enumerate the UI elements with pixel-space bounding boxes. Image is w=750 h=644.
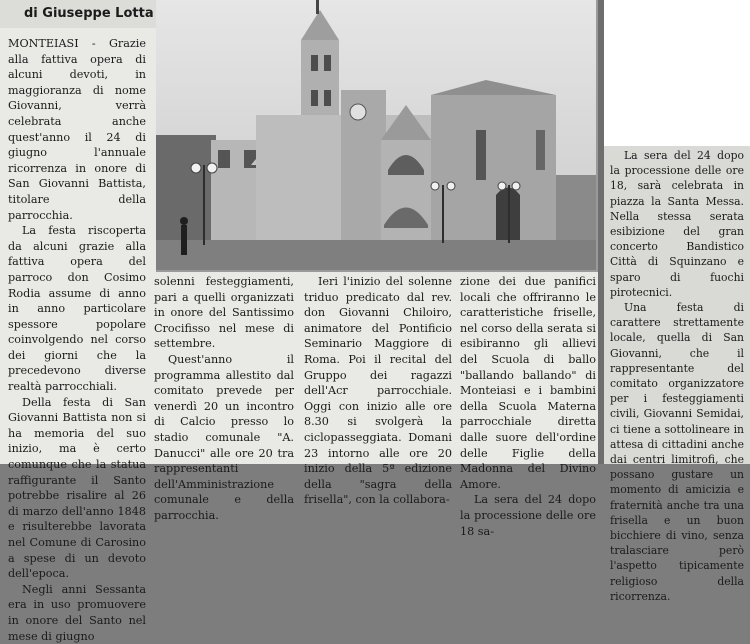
paragraph: Ieri l'inizio del solenne triduo predicato dal rev. don Giovanni Chiloiro, animatore del Pontificio Seminario Maggiore di Roma. Poi il recital del Gruppo dei ragazzi dell'Acr parrocchiale. Oggi con inizio alle ore 8.30 si svolgerà la ciclopasseggiata. Domani 23 intorno alle ore 20 inizio della 5ª edizione della "sagra della frisella", con la collabora- — [304, 275, 452, 507]
article-column-2 — [154, 274, 294, 524]
article-column-5 — [610, 148, 744, 604]
right-clipping — [604, 146, 750, 603]
article-column-3 — [304, 274, 452, 508]
paragraph: La sera del 24 dopo la processione delle ore 18, sarà celebrata in piazza la Santa Messa. Nella stessa serata esibizione del gran concerto Bandistico Città di Squinzano e sparo di fuochi pirotecnici. — [610, 149, 744, 299]
paragraph: Della festa di San Giovanni Battista non si ha memoria del suo inizio, ma è certo comunque che la statua raffigurante il Santo potrebbe risalire al 26 di marzo dell'anno 1848 e risulterebbe lavorata nel Comune di Carosino a spese di un devoto dell'epoca. — [8, 395, 146, 581]
byline: di Giuseppe Lotta — [0, 0, 158, 28]
blank-area — [604, 0, 750, 146]
paragraph: La festa riscoperta da alcuni grazie alla fattiva opera del parroco don Cosimo Rodia assume di anno in anno particolare spessore popolare coinvolgendo nel corso dei giorni che la precedevono diverse realtà parrocchiali. — [8, 224, 146, 394]
article-column-1 — [8, 36, 146, 644]
paragraph: Una festa di carattere strettamente locale, quella di San Giovanni, che il rappresentante del comitato organizzatore per i festeggiamenti civili, Giovanni Semidai, ci tiene a sottolineare in attesa di cittadini anche dai centri limitrofi, che possano gustare un momento di amicizia e fraternità anche tra una frisella e un buon bicchiere di vino, senza tralasciare però l'aspetto tipicamente religioso della ricorrenza. — [610, 301, 744, 603]
paragraph: Negli anni Sessanta era in uso promuovere in onore del Santo nel mese di giugno — [8, 582, 146, 643]
paragraph: Quest'anno il programma allestito dal comitato prevede per venerdì 20 un incontro di Calcio presso lo stadio comunale "A. Danucci" alle ore 20 tra rappresentanti dell'Amministrazione comunale e della parrocchia. — [154, 352, 294, 522]
church-illustration — [156, 0, 596, 270]
paragraph: zione dei due panifici locali che offriranno le caratteristiche friselle, nel corso della serata si esibiranno gli allievi del Scuola di ballo "ballando ballando" di Monteiasi e i bambini della Scuola Materna parrocchiale diretta dalle suore dell'ordine delle Figlie della Madonna del Divino Amore. — [460, 275, 596, 491]
paragraph: solenni festeggiamenti, pari a quelli organizzati in onore del Santissimo Crocifisso nel mese di settembre. — [154, 275, 294, 351]
church-photo — [156, 0, 598, 272]
paragraph: MONTEIASI - Grazie alla fattiva opera di alcuni devoti, in maggioranza di nome Giovanni, verrà celebrata anche quest'anno il 24 di giugno l'annuale ricorrenza in onore di San Giovanni Battista, titolare della parrocchia. — [8, 37, 146, 222]
article-column-4 — [460, 274, 596, 539]
paragraph: La sera del 24 dopo la processione delle ore 18 sa- — [460, 493, 596, 538]
